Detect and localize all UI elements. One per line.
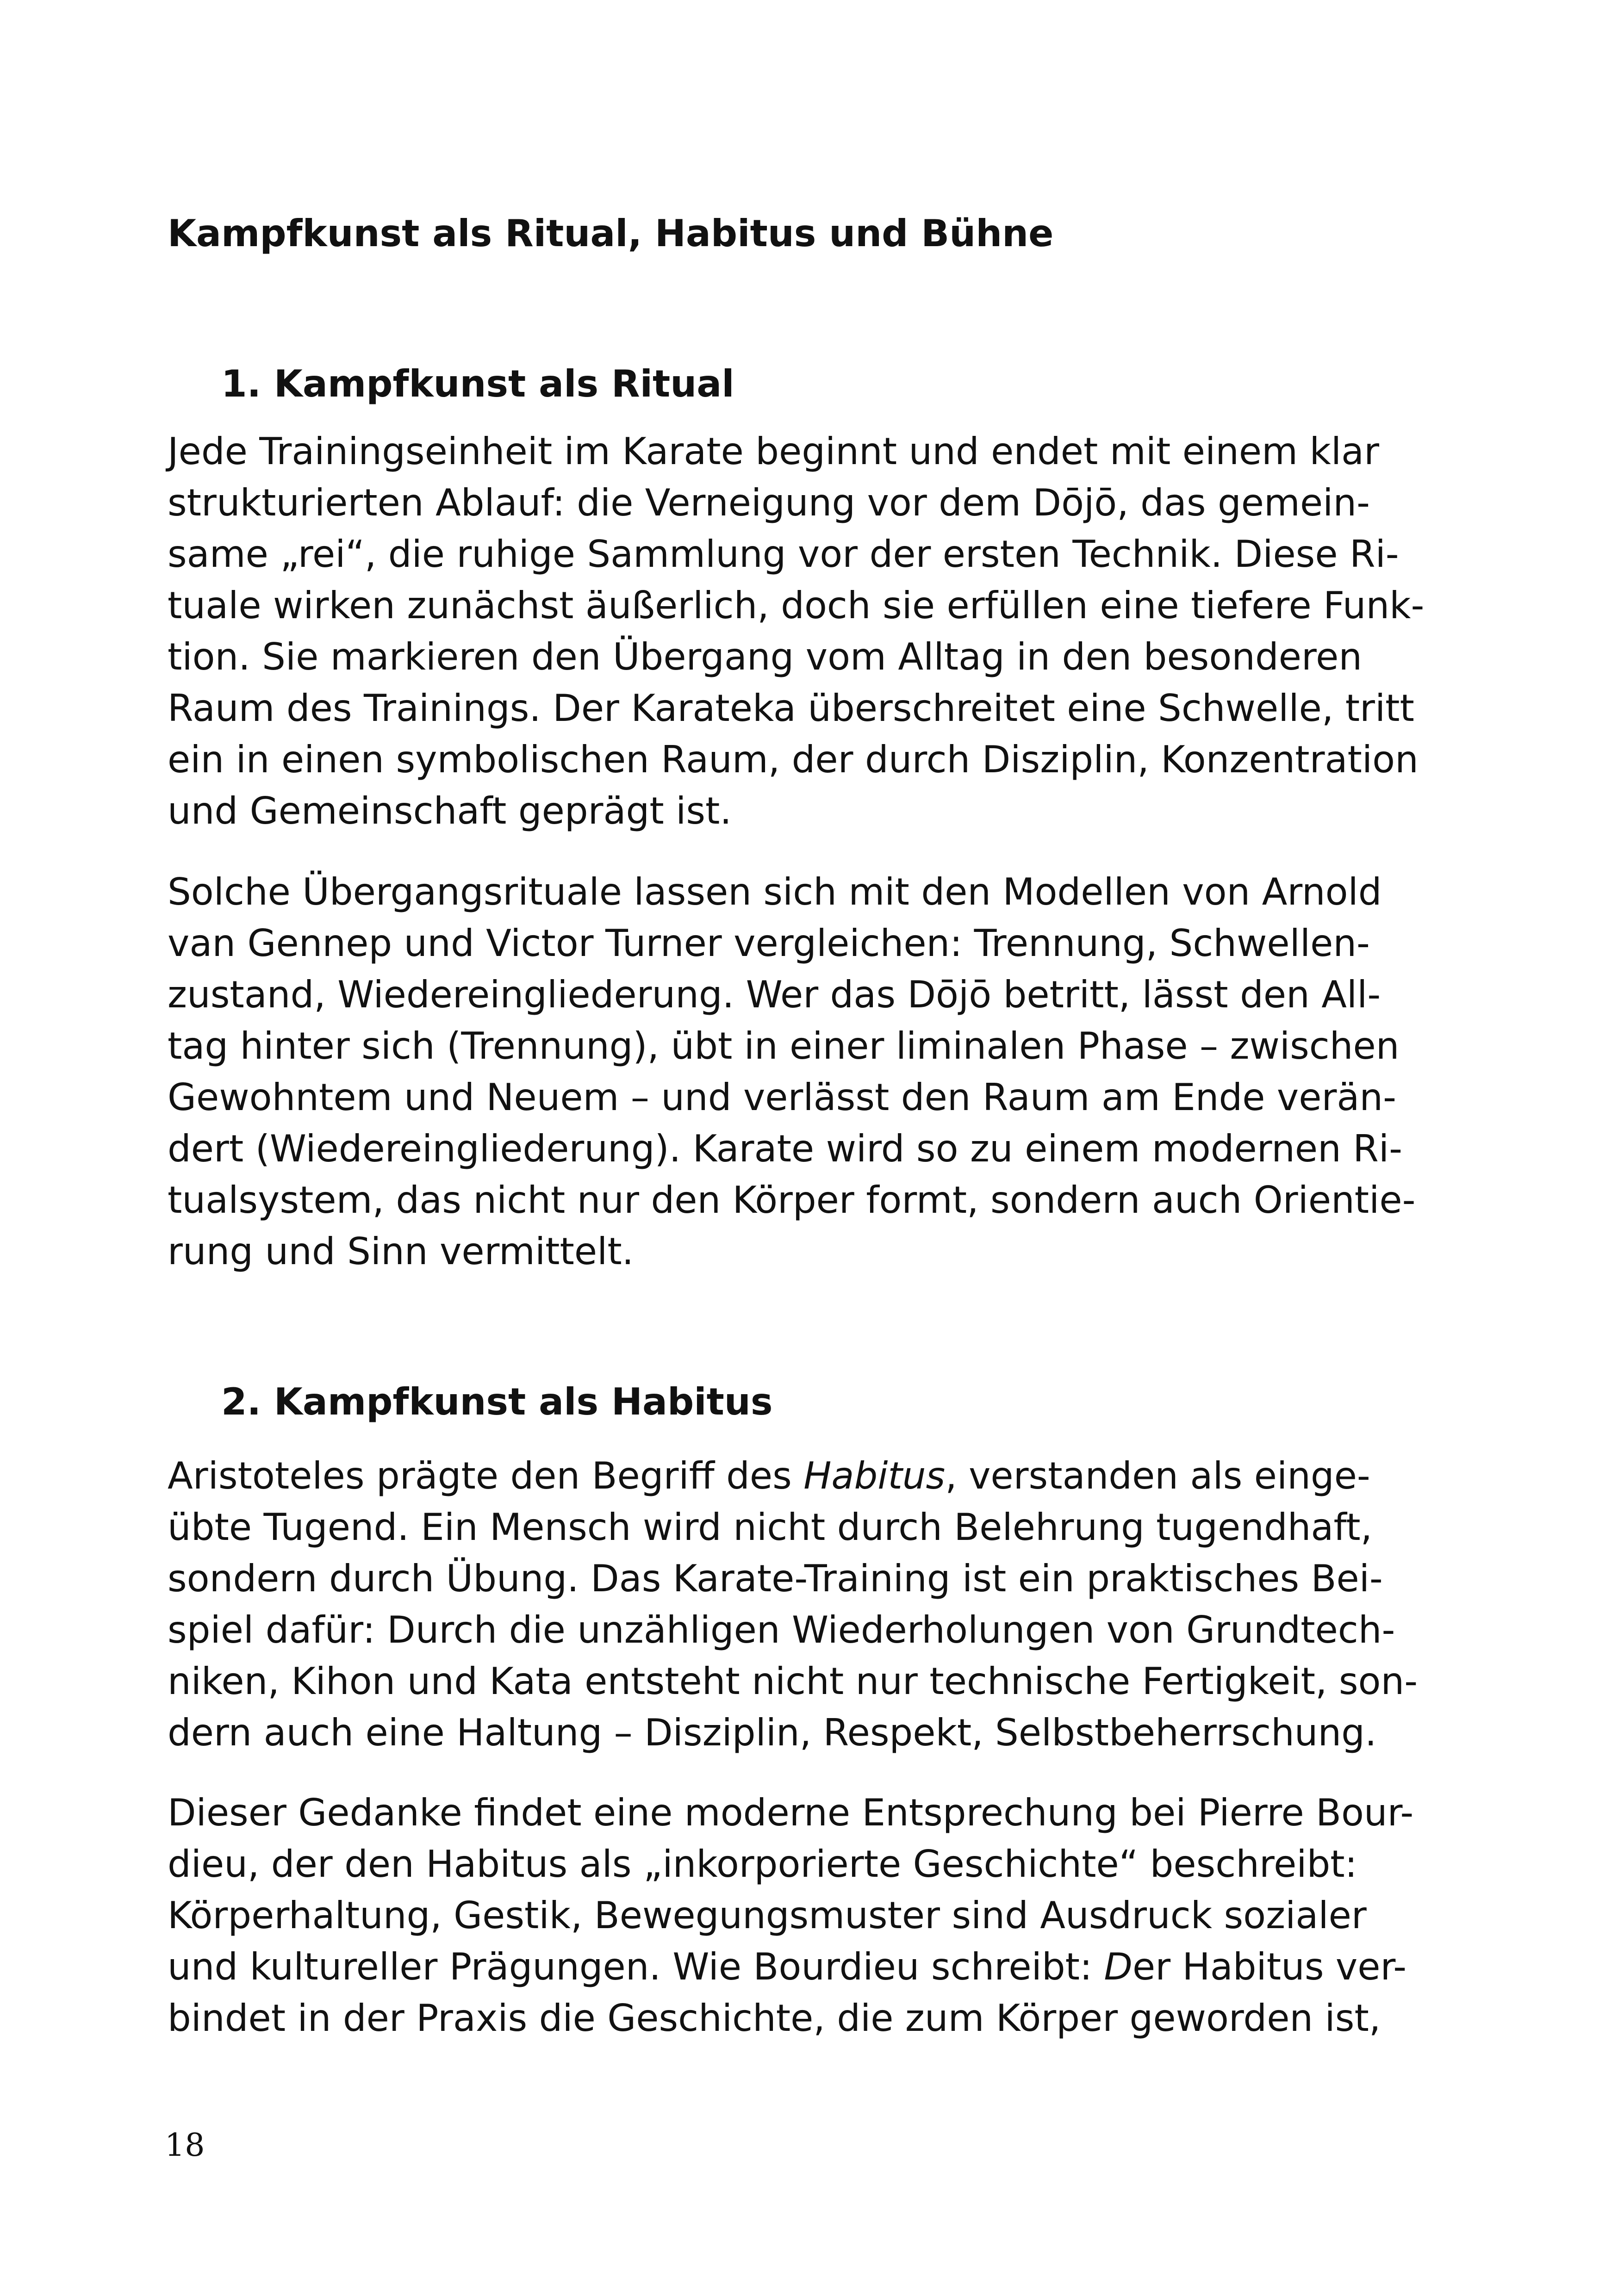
paragraph-line: dert (Wiedereingliederung). Karate wird so zu einem modernen Ri- bbox=[168, 1127, 1402, 1170]
paragraph bbox=[168, 1787, 1454, 2044]
paragraph-line: Solche Übergangsrituale lassen sich mit den Modellen von Arnold bbox=[168, 870, 1382, 913]
paragraph-line: tualsystem, das nicht nur den Körper formt, sondern auch Orientie- bbox=[168, 1179, 1416, 1222]
text-run: , verstanden als einge- bbox=[945, 1454, 1370, 1497]
paragraph-line: tag hinter sich (Trennung), übt in einer liminalen Phase – zwischen bbox=[168, 1024, 1400, 1067]
emphasized-letter: D bbox=[1104, 1945, 1133, 1988]
paragraph-line: tion. Sie markieren den Übergang vom Alltag in den besonderen bbox=[168, 635, 1363, 678]
paragraph bbox=[168, 1450, 1454, 1758]
paragraph bbox=[168, 426, 1454, 837]
paragraph-line: dieu, der den Habitus als „inkorporierte Geschichte“ beschreibt: bbox=[168, 1843, 1357, 1886]
paragraph-line: same „rei“, die ruhige Sammlung vor der ersten Technik. Diese Ri- bbox=[168, 533, 1399, 576]
text-run: Aristoteles prägte den Begriff des bbox=[168, 1454, 804, 1497]
section-heading-ritual: 1. Kampfkunst als Ritual bbox=[221, 362, 734, 405]
emphasized-term: Habitus bbox=[803, 1454, 946, 1497]
text-run: er Habitus ver- bbox=[1133, 1945, 1407, 1988]
section-heading-habitus: 2. Kampfkunst als Habitus bbox=[221, 1380, 773, 1423]
paragraph-line: van Gennep und Victor Turner vergleichen: Trennung, Schwellen- bbox=[168, 922, 1370, 965]
paragraph-line: tuale wirken zunächst äußerlich, doch sie erfüllen eine tiefere Funk- bbox=[168, 584, 1425, 627]
paragraph-line: Jede Trainingseinheit im Karate beginnt und endet mit einem klar bbox=[168, 430, 1379, 473]
paragraph-line: Körperhaltung, Gestik, Bewegungsmuster sind Ausdruck sozialer bbox=[168, 1894, 1367, 1937]
paragraph-line: Dieser Gedanke findet eine moderne Entsprechung bei Pierre Bour- bbox=[168, 1791, 1414, 1834]
paragraph-line-with-emphasis bbox=[168, 1941, 1454, 1992]
paragraph-line: bindet in der Praxis die Geschichte, die zum Körper geworden ist, bbox=[168, 1997, 1381, 2040]
paragraph-line: übte Tugend. Ein Mensch wird nicht durch Belehrung tugendhaft, bbox=[168, 1506, 1373, 1549]
paragraph-line: rung und Sinn vermittelt. bbox=[168, 1230, 634, 1273]
paragraph-line: ein in einen symbolischen Raum, der durch Disziplin, Konzentration bbox=[168, 738, 1419, 781]
paragraph-line: spiel dafür: Durch die unzähligen Wiederholungen von Grundtech- bbox=[168, 1608, 1395, 1651]
paragraph-line: Gewohntem und Neuem – und verlässt den Raum am Ende verän- bbox=[168, 1076, 1396, 1119]
paragraph-line: Raum des Trainings. Der Karateka überschreitet eine Schwelle, tritt bbox=[168, 687, 1414, 730]
page-number: 18 bbox=[165, 2127, 205, 2164]
paragraph-line: dern auch eine Haltung – Disziplin, Respekt, Selbstbeherrschung. bbox=[168, 1711, 1377, 1754]
text-run: und kultureller Prägungen. Wie Bourdieu schreibt: bbox=[168, 1945, 1104, 1988]
paragraph-line: und Gemeinschaft geprägt ist. bbox=[168, 789, 732, 832]
document-title: Kampfkunst als Ritual, Habitus und Bühne bbox=[168, 212, 1054, 255]
paragraph-line: niken, Kihon und Kata entsteht nicht nur technische Fertigkeit, son- bbox=[168, 1660, 1418, 1703]
paragraph-line: strukturierten Ablauf: die Verneigung vor dem Dōjō, das gemein- bbox=[168, 481, 1370, 524]
paragraph-line: sondern durch Übung. Das Karate-Training ist ein praktisches Bei- bbox=[168, 1557, 1383, 1600]
paragraph-line: zustand, Wiedereingliederung. Wer das Dōjō betritt, lässt den All- bbox=[168, 973, 1381, 1016]
paragraph-line-with-emphasis bbox=[168, 1450, 1454, 1502]
paragraph bbox=[168, 866, 1454, 1277]
